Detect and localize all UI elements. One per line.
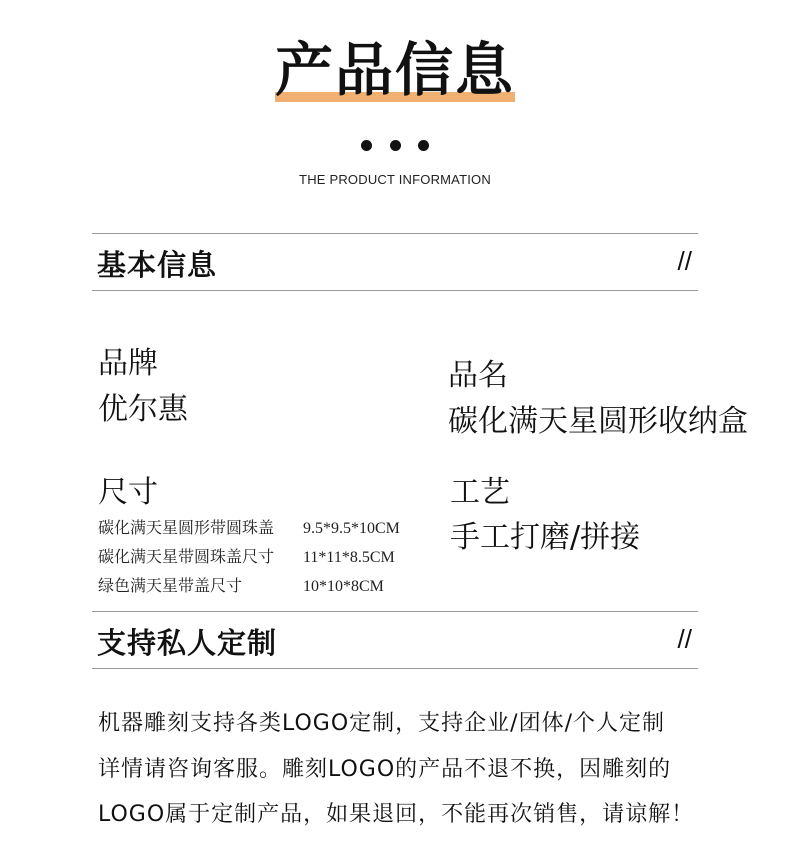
size-row: [98, 573, 384, 596]
header: [0, 34, 790, 106]
section-slash-mark: //: [677, 246, 692, 276]
brand-value: 优尔惠: [98, 392, 188, 427]
size-dims: 10*10*8CM: [303, 578, 384, 595]
dot-icon: [390, 140, 401, 151]
size-name: 碳化满天星带圆珠盖尺寸: [98, 547, 275, 566]
product-name-label: 品名: [448, 358, 508, 393]
size-row: [98, 515, 400, 538]
dot-icon: [418, 140, 429, 151]
custom-title: 支持私人定制: [97, 626, 278, 660]
brand-label: 品牌: [98, 346, 158, 381]
decorative-dots: [0, 136, 790, 155]
craft-value: 手工打磨/拼接: [450, 520, 641, 555]
custom-text-line: 机器雕刻支持各类LOGO定制，支持企业/团体/个人定制: [98, 711, 665, 736]
basic-info-title: 基本信息: [97, 248, 218, 282]
basic-info-header: [92, 233, 698, 291]
page-subtitle: THE PRODUCT INFORMATION: [299, 172, 491, 187]
page-title-text: 产品信息: [274, 36, 515, 104]
size-row: [98, 544, 395, 567]
size-dims: 9.5*9.5*10CM: [303, 520, 400, 537]
size-name: 绿色满天星带盖尺寸: [98, 576, 243, 595]
section-slash-mark: //: [677, 624, 692, 654]
size-name: 碳化满天星圆形带圆珠盖: [98, 518, 275, 537]
page-title: [275, 34, 515, 106]
product-name-value: 碳化满天星圆形收纳盒: [448, 404, 748, 439]
custom-text-line: LOGO属于定制产品，如果退回，不能再次销售，请谅解！: [98, 802, 695, 827]
dot-icon: [361, 140, 372, 151]
custom-text-line: 详情请咨询客服。雕刻LOGO的产品不退不换，因雕刻的: [98, 757, 672, 782]
craft-label: 工艺: [450, 475, 510, 510]
custom-header: [92, 611, 698, 669]
size-dims: 11*11*8.5CM: [303, 549, 395, 566]
size-label: 尺寸: [98, 475, 158, 510]
